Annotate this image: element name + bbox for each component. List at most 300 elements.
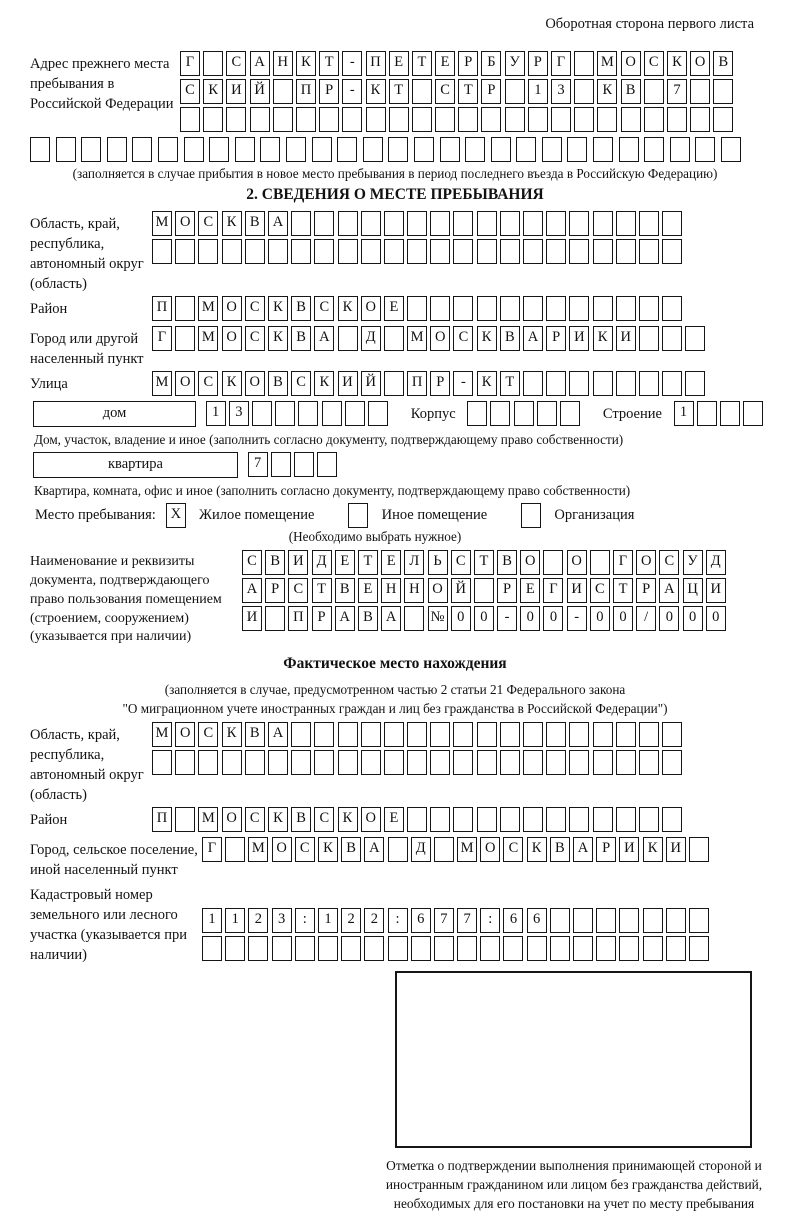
char-cell[interactable]: 3 <box>272 908 292 933</box>
char-cell[interactable]: - <box>453 371 473 396</box>
char-cell[interactable] <box>235 137 255 162</box>
char-cell[interactable] <box>291 239 311 264</box>
char-cell[interactable]: И <box>288 550 308 575</box>
char-cell[interactable]: Е <box>520 578 540 603</box>
char-cell[interactable] <box>546 750 566 775</box>
char-cell[interactable]: Л <box>404 550 424 575</box>
char-cell[interactable]: О <box>621 51 641 76</box>
char-cell[interactable]: 1 <box>674 401 694 426</box>
char-cell[interactable]: В <box>713 51 733 76</box>
char-cell[interactable] <box>546 722 566 747</box>
char-cell[interactable]: Р <box>458 51 478 76</box>
char-cell[interactable] <box>430 807 450 832</box>
char-cell[interactable]: К <box>318 837 338 862</box>
char-cell[interactable] <box>158 137 178 162</box>
char-cell[interactable]: М <box>152 371 172 396</box>
char-cell[interactable] <box>338 722 358 747</box>
char-cell[interactable] <box>412 107 432 132</box>
char-cell[interactable]: И <box>619 837 639 862</box>
char-cell[interactable] <box>569 722 589 747</box>
char-cell[interactable] <box>295 936 315 961</box>
char-cell[interactable]: Р <box>319 79 339 104</box>
char-cell[interactable] <box>388 936 408 961</box>
char-cell[interactable]: Т <box>358 550 378 575</box>
char-cell[interactable] <box>690 107 710 132</box>
char-cell[interactable] <box>619 936 639 961</box>
char-cell[interactable] <box>245 750 265 775</box>
char-cell[interactable]: С <box>435 79 455 104</box>
char-cell[interactable]: Т <box>458 79 478 104</box>
char-cell[interactable]: К <box>222 211 242 236</box>
char-cell[interactable] <box>318 936 338 961</box>
char-cell[interactable]: И <box>242 606 262 631</box>
char-cell[interactable] <box>546 239 566 264</box>
char-cell[interactable]: В <box>500 326 520 351</box>
char-cell[interactable] <box>260 137 280 162</box>
char-cell[interactable] <box>291 211 311 236</box>
char-cell[interactable] <box>523 371 543 396</box>
char-cell[interactable]: В <box>245 722 265 747</box>
char-cell[interactable] <box>477 722 497 747</box>
char-cell[interactable] <box>500 750 520 775</box>
char-cell[interactable] <box>569 296 589 321</box>
char-cell[interactable]: М <box>152 211 172 236</box>
char-cell[interactable]: Ц <box>683 578 703 603</box>
char-cell[interactable]: С <box>451 550 471 575</box>
char-cell[interactable]: 1 <box>206 401 226 426</box>
char-cell[interactable] <box>273 107 293 132</box>
char-cell[interactable] <box>275 401 295 426</box>
char-cell[interactable]: Н <box>404 578 424 603</box>
char-cell[interactable]: И <box>616 326 636 351</box>
char-cell[interactable] <box>643 936 663 961</box>
char-cell[interactable]: О <box>636 550 656 575</box>
char-cell[interactable]: С <box>314 807 334 832</box>
char-cell[interactable]: 1 <box>318 908 338 933</box>
char-cell[interactable]: Е <box>389 51 409 76</box>
char-cell[interactable] <box>593 239 613 264</box>
char-cell[interactable]: О <box>361 296 381 321</box>
char-cell[interactable] <box>209 137 229 162</box>
char-cell[interactable]: В <box>497 550 517 575</box>
char-cell[interactable] <box>202 936 222 961</box>
char-cell[interactable] <box>560 401 580 426</box>
char-cell[interactable]: А <box>364 837 384 862</box>
char-cell[interactable]: М <box>198 296 218 321</box>
char-cell[interactable] <box>616 239 636 264</box>
char-cell[interactable] <box>514 401 534 426</box>
char-cell[interactable] <box>639 371 659 396</box>
char-cell[interactable]: 0 <box>590 606 610 631</box>
char-cell[interactable] <box>593 137 613 162</box>
char-cell[interactable] <box>590 550 610 575</box>
char-cell[interactable]: С <box>245 296 265 321</box>
char-cell[interactable] <box>430 722 450 747</box>
char-cell[interactable] <box>222 750 242 775</box>
char-cell[interactable] <box>689 936 709 961</box>
char-cell[interactable] <box>56 137 76 162</box>
char-cell[interactable] <box>643 908 663 933</box>
char-cell[interactable] <box>322 401 342 426</box>
char-cell[interactable]: К <box>338 807 358 832</box>
char-cell[interactable]: Р <box>528 51 548 76</box>
checkbox-other-premises[interactable] <box>348 503 368 528</box>
char-cell[interactable]: С <box>245 326 265 351</box>
char-cell[interactable] <box>569 211 589 236</box>
char-cell[interactable] <box>480 936 500 961</box>
char-cell[interactable] <box>175 296 195 321</box>
char-cell[interactable] <box>338 211 358 236</box>
char-cell[interactable]: В <box>335 578 355 603</box>
char-cell[interactable] <box>616 750 636 775</box>
char-cell[interactable]: Д <box>411 837 431 862</box>
char-cell[interactable] <box>458 107 478 132</box>
char-cell[interactable] <box>407 296 427 321</box>
char-cell[interactable]: Р <box>481 79 501 104</box>
char-cell[interactable] <box>430 750 450 775</box>
char-cell[interactable] <box>271 452 291 477</box>
char-cell[interactable] <box>516 137 536 162</box>
char-cell[interactable] <box>662 239 682 264</box>
char-cell[interactable] <box>567 137 587 162</box>
char-cell[interactable] <box>477 807 497 832</box>
char-cell[interactable] <box>407 239 427 264</box>
char-cell[interactable]: О <box>567 550 587 575</box>
char-cell[interactable] <box>384 722 404 747</box>
char-cell[interactable] <box>453 239 473 264</box>
char-cell[interactable] <box>616 807 636 832</box>
char-cell[interactable]: Е <box>358 578 378 603</box>
char-cell[interactable] <box>537 401 557 426</box>
char-cell[interactable] <box>500 211 520 236</box>
char-cell[interactable]: Г <box>152 326 172 351</box>
char-cell[interactable] <box>30 137 50 162</box>
confirmation-stamp-area[interactable] <box>395 971 752 1148</box>
char-cell[interactable]: 7 <box>248 452 268 477</box>
char-cell[interactable]: О <box>520 550 540 575</box>
char-cell[interactable] <box>690 79 710 104</box>
char-cell[interactable] <box>407 722 427 747</box>
char-cell[interactable]: П <box>152 296 172 321</box>
char-cell[interactable]: 2 <box>341 908 361 933</box>
char-cell[interactable]: В <box>291 326 311 351</box>
char-cell[interactable]: О <box>175 722 195 747</box>
char-cell[interactable]: Т <box>319 51 339 76</box>
char-cell[interactable] <box>644 137 664 162</box>
char-cell[interactable] <box>184 137 204 162</box>
char-cell[interactable]: С <box>314 296 334 321</box>
char-cell[interactable]: Г <box>551 51 571 76</box>
char-cell[interactable]: К <box>268 326 288 351</box>
char-cell[interactable] <box>203 107 223 132</box>
char-cell[interactable]: К <box>296 51 316 76</box>
char-cell[interactable]: О <box>430 326 450 351</box>
char-cell[interactable]: Т <box>474 550 494 575</box>
char-cell[interactable] <box>616 371 636 396</box>
char-cell[interactable]: Р <box>430 371 450 396</box>
char-cell[interactable] <box>226 107 246 132</box>
char-cell[interactable]: М <box>248 837 268 862</box>
char-cell[interactable] <box>477 211 497 236</box>
char-cell[interactable]: К <box>593 326 613 351</box>
char-cell[interactable]: Й <box>451 578 471 603</box>
char-cell[interactable]: С <box>659 550 679 575</box>
char-cell[interactable] <box>593 722 613 747</box>
char-cell[interactable]: К <box>366 79 386 104</box>
char-cell[interactable]: Т <box>389 79 409 104</box>
char-cell[interactable] <box>551 107 571 132</box>
char-cell[interactable] <box>152 750 172 775</box>
char-cell[interactable] <box>388 837 408 862</box>
char-cell[interactable] <box>543 550 563 575</box>
char-cell[interactable]: А <box>573 837 593 862</box>
char-cell[interactable] <box>619 137 639 162</box>
char-cell[interactable] <box>569 371 589 396</box>
char-cell[interactable] <box>272 936 292 961</box>
char-cell[interactable] <box>296 107 316 132</box>
char-cell[interactable]: 7 <box>457 908 477 933</box>
char-cell[interactable] <box>291 750 311 775</box>
char-cell[interactable] <box>593 750 613 775</box>
char-cell[interactable] <box>434 936 454 961</box>
char-cell[interactable] <box>542 137 562 162</box>
char-cell[interactable]: У <box>505 51 525 76</box>
char-cell[interactable] <box>298 401 318 426</box>
char-cell[interactable]: С <box>590 578 610 603</box>
char-cell[interactable]: Й <box>250 79 270 104</box>
char-cell[interactable] <box>621 107 641 132</box>
char-cell[interactable]: К <box>477 326 497 351</box>
char-cell[interactable] <box>573 936 593 961</box>
char-cell[interactable] <box>404 606 424 631</box>
char-cell[interactable]: С <box>242 550 262 575</box>
char-cell[interactable]: 2 <box>248 908 268 933</box>
char-cell[interactable]: 0 <box>706 606 726 631</box>
char-cell[interactable]: С <box>453 326 473 351</box>
char-cell[interactable] <box>666 908 686 933</box>
char-cell[interactable]: В <box>291 807 311 832</box>
char-cell[interactable]: Г <box>613 550 633 575</box>
char-cell[interactable] <box>639 326 659 351</box>
char-cell[interactable]: 0 <box>543 606 563 631</box>
char-cell[interactable]: К <box>667 51 687 76</box>
char-cell[interactable]: К <box>268 296 288 321</box>
char-cell[interactable] <box>503 936 523 961</box>
char-cell[interactable] <box>491 137 511 162</box>
char-cell[interactable] <box>368 401 388 426</box>
char-cell[interactable]: А <box>242 578 262 603</box>
char-cell[interactable]: Г <box>180 51 200 76</box>
char-cell[interactable]: О <box>245 371 265 396</box>
char-cell[interactable] <box>294 452 314 477</box>
char-cell[interactable]: И <box>666 837 686 862</box>
char-cell[interactable] <box>639 750 659 775</box>
char-cell[interactable]: 0 <box>683 606 703 631</box>
char-cell[interactable]: М <box>597 51 617 76</box>
char-cell[interactable]: Г <box>202 837 222 862</box>
char-cell[interactable] <box>505 79 525 104</box>
char-cell[interactable]: О <box>690 51 710 76</box>
char-cell[interactable] <box>198 750 218 775</box>
char-cell[interactable] <box>338 326 358 351</box>
char-cell[interactable] <box>389 107 409 132</box>
char-cell[interactable]: Д <box>361 326 381 351</box>
char-cell[interactable] <box>363 137 383 162</box>
char-cell[interactable] <box>407 750 427 775</box>
char-cell[interactable]: И <box>226 79 246 104</box>
char-cell[interactable] <box>593 211 613 236</box>
char-cell[interactable] <box>523 722 543 747</box>
char-cell[interactable] <box>268 750 288 775</box>
char-cell[interactable] <box>639 807 659 832</box>
char-cell[interactable] <box>546 807 566 832</box>
char-cell[interactable]: П <box>288 606 308 631</box>
char-cell[interactable] <box>743 401 763 426</box>
char-cell[interactable] <box>175 807 195 832</box>
char-cell[interactable]: В <box>358 606 378 631</box>
char-cell[interactable] <box>152 239 172 264</box>
char-cell[interactable]: В <box>621 79 641 104</box>
char-cell[interactable] <box>546 296 566 321</box>
char-cell[interactable] <box>662 371 682 396</box>
char-cell[interactable] <box>314 722 334 747</box>
char-cell[interactable] <box>361 239 381 264</box>
char-cell[interactable] <box>245 239 265 264</box>
char-cell[interactable] <box>685 371 705 396</box>
char-cell[interactable] <box>662 296 682 321</box>
char-cell[interactable]: Т <box>312 578 332 603</box>
char-cell[interactable] <box>616 296 636 321</box>
char-cell[interactable]: Р <box>636 578 656 603</box>
char-cell[interactable] <box>453 211 473 236</box>
char-cell[interactable] <box>481 107 501 132</box>
char-cell[interactable]: И <box>706 578 726 603</box>
char-cell[interactable]: К <box>338 296 358 321</box>
char-cell[interactable] <box>434 837 454 862</box>
char-cell[interactable]: М <box>457 837 477 862</box>
char-cell[interactable]: С <box>180 79 200 104</box>
char-cell[interactable] <box>457 936 477 961</box>
char-cell[interactable] <box>644 79 664 104</box>
char-cell[interactable]: 0 <box>451 606 471 631</box>
char-cell[interactable] <box>265 606 285 631</box>
char-cell[interactable] <box>639 722 659 747</box>
char-cell[interactable] <box>366 107 386 132</box>
char-cell[interactable]: Р <box>546 326 566 351</box>
char-cell[interactable] <box>639 239 659 264</box>
char-cell[interactable]: Д <box>312 550 332 575</box>
char-cell[interactable]: С <box>288 578 308 603</box>
char-cell[interactable]: 0 <box>659 606 679 631</box>
char-cell[interactable] <box>644 107 664 132</box>
char-cell[interactable] <box>689 908 709 933</box>
char-cell[interactable] <box>667 107 687 132</box>
char-cell[interactable]: О <box>428 578 448 603</box>
char-cell[interactable] <box>361 722 381 747</box>
char-cell[interactable] <box>319 107 339 132</box>
char-cell[interactable] <box>523 296 543 321</box>
char-cell[interactable]: - <box>497 606 517 631</box>
char-cell[interactable]: Б <box>481 51 501 76</box>
char-cell[interactable] <box>175 239 195 264</box>
char-cell[interactable] <box>453 722 473 747</box>
char-cell[interactable] <box>689 837 709 862</box>
char-cell[interactable] <box>662 326 682 351</box>
char-cell[interactable]: С <box>198 371 218 396</box>
house-type-box[interactable]: дом <box>33 401 196 427</box>
char-cell[interactable]: С <box>198 211 218 236</box>
char-cell[interactable]: О <box>361 807 381 832</box>
char-cell[interactable] <box>273 79 293 104</box>
char-cell[interactable] <box>662 807 682 832</box>
char-cell[interactable]: Р <box>312 606 332 631</box>
char-cell[interactable] <box>225 936 245 961</box>
char-cell[interactable]: О <box>222 296 242 321</box>
char-cell[interactable]: Е <box>384 296 404 321</box>
char-cell[interactable] <box>616 722 636 747</box>
char-cell[interactable]: 7 <box>667 79 687 104</box>
char-cell[interactable] <box>107 137 127 162</box>
char-cell[interactable]: К <box>527 837 547 862</box>
char-cell[interactable]: С <box>226 51 246 76</box>
char-cell[interactable]: Р <box>265 578 285 603</box>
char-cell[interactable]: Е <box>335 550 355 575</box>
char-cell[interactable] <box>569 750 589 775</box>
char-cell[interactable] <box>500 296 520 321</box>
char-cell[interactable] <box>132 137 152 162</box>
char-cell[interactable]: К <box>477 371 497 396</box>
char-cell[interactable] <box>225 837 245 862</box>
char-cell[interactable]: Ь <box>428 550 448 575</box>
char-cell[interactable] <box>596 908 616 933</box>
char-cell[interactable]: Г <box>543 578 563 603</box>
char-cell[interactable] <box>616 211 636 236</box>
char-cell[interactable] <box>500 722 520 747</box>
char-cell[interactable] <box>597 107 617 132</box>
char-cell[interactable]: 3 <box>229 401 249 426</box>
char-cell[interactable] <box>337 137 357 162</box>
char-cell[interactable] <box>453 750 473 775</box>
char-cell[interactable] <box>573 908 593 933</box>
char-cell[interactable] <box>596 936 616 961</box>
apartment-type-box[interactable]: квартира <box>33 452 238 478</box>
char-cell[interactable] <box>314 750 334 775</box>
char-cell[interactable]: В <box>265 550 285 575</box>
char-cell[interactable]: 2 <box>364 908 384 933</box>
char-cell[interactable]: 6 <box>411 908 431 933</box>
char-cell[interactable] <box>407 807 427 832</box>
char-cell[interactable] <box>500 239 520 264</box>
char-cell[interactable] <box>175 750 195 775</box>
char-cell[interactable]: М <box>198 807 218 832</box>
char-cell[interactable]: Е <box>381 550 401 575</box>
char-cell[interactable]: О <box>175 211 195 236</box>
char-cell[interactable]: - <box>342 51 362 76</box>
char-cell[interactable] <box>505 107 525 132</box>
char-cell[interactable]: : <box>388 908 408 933</box>
char-cell[interactable] <box>430 296 450 321</box>
char-cell[interactable] <box>550 936 570 961</box>
char-cell[interactable]: - <box>567 606 587 631</box>
char-cell[interactable]: - <box>342 79 362 104</box>
char-cell[interactable]: И <box>569 326 589 351</box>
char-cell[interactable] <box>81 137 101 162</box>
char-cell[interactable] <box>527 936 547 961</box>
char-cell[interactable] <box>639 211 659 236</box>
char-cell[interactable] <box>453 807 473 832</box>
char-cell[interactable]: О <box>222 807 242 832</box>
char-cell[interactable]: Е <box>384 807 404 832</box>
